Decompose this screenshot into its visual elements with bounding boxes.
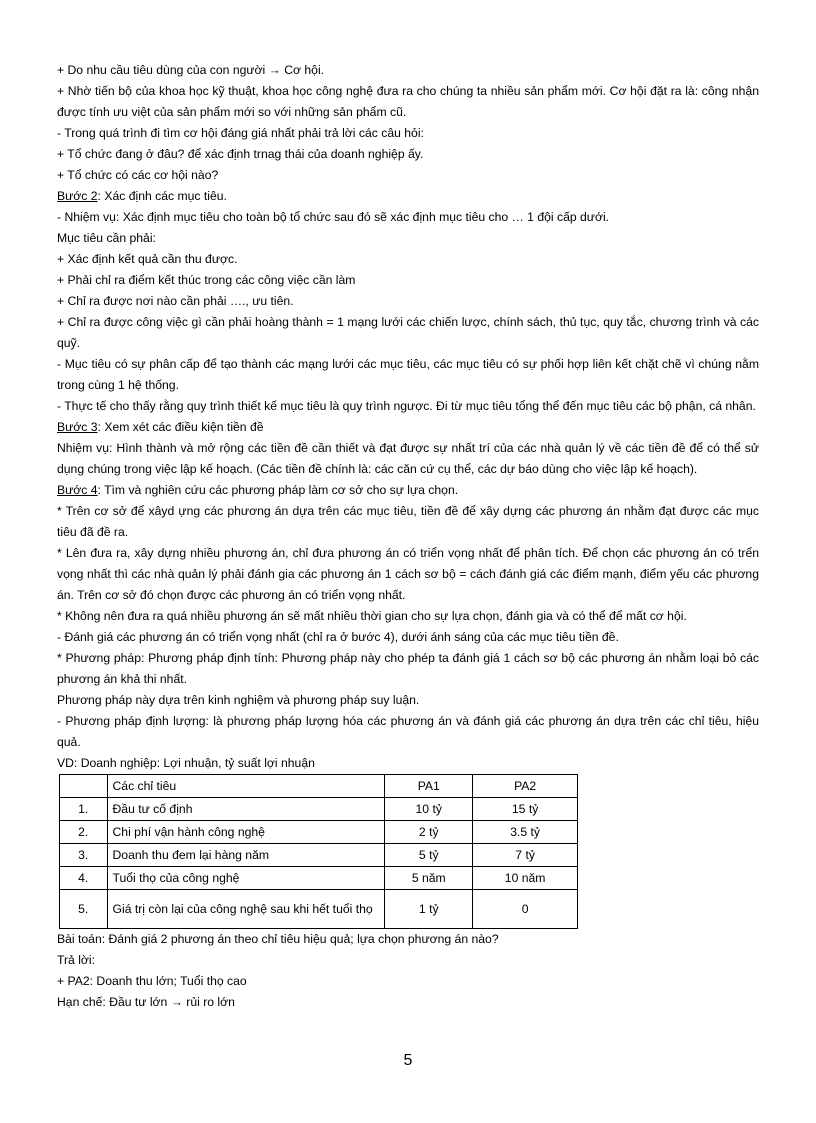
- table-cell: 1.: [60, 798, 108, 821]
- table-row: [60, 798, 578, 821]
- paragraph: - Mục tiêu có sự phân cấp để tạo thành các mạng lưới các mục tiêu, các mục tiêu có sự phối hợp liên kết chặt chẽ vì chúng nằm trong cùng 1 hệ thống.: [57, 357, 759, 392]
- paragraph: + Tổ chức có các cơ hội nào?: [57, 168, 219, 182]
- step-4-heading: [57, 480, 759, 501]
- table-cell: 15 tỷ: [473, 798, 578, 821]
- paragraph: * Lên đưa ra, xây dựng nhiều phương án, chỉ đưa phương án có triển vọng nhất để phân tích. Để chọn các phương án có trển vọng nhất thì các nhà quản lý phải đánh gia các phương án 1 cách sơ bộ = cách đánh giá các điểm mạnh, điểm yếu các phương án. Trên cơ sở đó chọn được các phương án có triển vọng nhất.: [57, 546, 759, 602]
- paragraph: - Đánh giá các phương án có triển vọng nhất (chỉ ra ở bước 4), dưới ánh sáng của các mục tiêu tiền đề.: [57, 630, 619, 644]
- step-3-heading: [57, 417, 759, 438]
- paragraph: Trả lời:: [57, 953, 96, 967]
- table-cell: 3.: [60, 844, 108, 867]
- table-cell: 0: [473, 890, 578, 929]
- page-number: 5: [403, 1052, 413, 1069]
- paragraph: + Do nhu cầu tiêu dùng của con người → Cơ hội.: [57, 63, 325, 77]
- table-cell: PA2: [473, 775, 578, 798]
- step-3-text: : Xem xét các điều kiện tiền đề: [97, 420, 264, 434]
- paragraph: Mục tiêu cần phải:: [57, 231, 156, 245]
- paragraph: + Chỉ ra được nơi nào cần phải …., ưu tiên.: [57, 294, 294, 308]
- step-4-text: : Tìm và nghiên cứu các phương pháp làm cơ sở cho sự lựa chọn.: [97, 483, 459, 497]
- paragraph: - Nhiệm vụ: Xác định mục tiêu cho toàn bộ tổ chức sau đó sẽ xác định mục tiêu cho … 1 đội cấp dưới.: [57, 210, 610, 224]
- table-cell: 4.: [60, 867, 108, 890]
- table-cell: Đầu tư cố định: [107, 798, 385, 821]
- table-cell: [60, 775, 108, 798]
- table-cell: Giá trị còn lại của công nghệ sau khi hết tuổi thọ: [107, 890, 385, 929]
- table-cell: 5 tỷ: [385, 844, 473, 867]
- table-row: [60, 821, 578, 844]
- table-cell: 5 năm: [385, 867, 473, 890]
- paragraph: Phương pháp này dựa trên kinh nghiệm và phương pháp suy luận.: [57, 693, 420, 707]
- table-cell: Chi phí vận hành công nghệ: [107, 821, 385, 844]
- paragraph: Hạn chế: Đầu tư lớn → rủi ro lớn: [57, 995, 235, 1009]
- paragraph: + Phải chỉ ra điểm kết thúc trong các công việc cần làm: [57, 273, 356, 287]
- table-cell: PA1: [385, 775, 473, 798]
- paragraph: - Thực tế cho thấy rằng quy trình thiết kế mục tiêu là quy trình ngược. Đi từ mục tiêu tổng thể đến mục tiêu các bộ phận, cá nhân.: [57, 399, 756, 413]
- table-cell: 1 tỷ: [385, 890, 473, 929]
- paragraph: Bài toán: Đánh giá 2 phương án theo chỉ tiêu hiệu quả; lựa chọn phương án nào?: [57, 932, 499, 946]
- paragraph: + Nhờ tiến bộ của khoa học kỹ thuật, khoa học công nghệ đưa ra cho chúng ta nhiều sản phẩm mới. Cơ hội đặt ra là: công nhận được tính ưu việt của sản phẩm mới so với những sản phẩm cũ.: [57, 84, 759, 119]
- table-header-row: [60, 775, 578, 798]
- paragraph: + Xác định kết quả cần thu được.: [57, 252, 238, 266]
- table-cell: 10 năm: [473, 867, 578, 890]
- step-2-label: Bước 2: [57, 189, 98, 203]
- paragraph: + PA2: Doanh thu lớn; Tuổi thọ cao: [57, 974, 247, 988]
- table-cell: 2 tỷ: [385, 821, 473, 844]
- table-cell: 3.5 tỷ: [473, 821, 578, 844]
- step-3-label: Bước 3: [57, 420, 98, 434]
- paragraph: * Phương pháp: Phương pháp định tính: Phương pháp này cho phép ta đánh giá 1 cách sơ bộ các phương án nhằm loại bỏ các phương án khả thi nhất.: [57, 651, 759, 686]
- table-cell: 2.: [60, 821, 108, 844]
- step-2-text: : Xác định các mục tiêu.: [97, 189, 227, 203]
- table-row: [60, 867, 578, 890]
- table-cell: 10 tỷ: [385, 798, 473, 821]
- paragraph: - Trong quá trình đi tìm cơ hội đáng giá nhất phải trả lời các câu hỏi:: [57, 126, 424, 140]
- paragraph: + Chỉ ra được công việc gì cần phải hoàng thành = 1 mạng lưới các chiến lược, chính sách, thủ tục, quy tắc, chương trình và các quỹ.: [57, 315, 759, 350]
- paragraph: VD: Doanh nghiệp: Lợi nhuận, tỷ suất lợi nhuận: [57, 756, 315, 770]
- document-body: [57, 60, 759, 1013]
- table-row: [60, 890, 578, 929]
- paragraph: - Phương pháp định lượng: là phương pháp lượng hóa các phương án và đánh giá các phương án dựa trên các chỉ tiêu, hiệu quả.: [57, 714, 759, 749]
- table-cell: Các chỉ tiêu: [107, 775, 385, 798]
- table-row: [60, 844, 578, 867]
- criteria-table: [59, 774, 578, 929]
- table-cell: 7 tỷ: [473, 844, 578, 867]
- step-2-heading: [57, 186, 759, 207]
- paragraph: * Trên cơ sở để xâyd ựng các phương án dựa trên các mục tiêu, tiền đề để xây dựng các phương án nhằm đạt được các mục tiêu đã đề ra.: [57, 504, 759, 539]
- table-cell: 5.: [60, 890, 108, 929]
- table-cell: Tuổi thọ của công nghệ: [107, 867, 385, 890]
- paragraph: Nhiệm vụ: Hình thành và mở rộng các tiền đề cần thiết và đạt được sự nhất trí của các nhà quản lý về các tiền đề để có thể sử dụng chúng trong việc lập kế hoạch. (Các tiền đề chính là: các căn cứ cụ thể, các dự báo dùng cho việc lập kế hoạch).: [57, 441, 759, 476]
- step-4-label: Bước 4: [57, 483, 98, 497]
- paragraph: * Không nên đưa ra quá nhiều phương án sẽ mất nhiều thời gian cho sự lựa chọn, đánh gia và có thể để mất cơ hội.: [57, 609, 687, 623]
- paragraph: + Tổ chức đang ở đâu? để xác định trnag thái của doanh nghiệp ấy.: [57, 147, 424, 161]
- table-cell: Doanh thu đem lại hàng năm: [107, 844, 385, 867]
